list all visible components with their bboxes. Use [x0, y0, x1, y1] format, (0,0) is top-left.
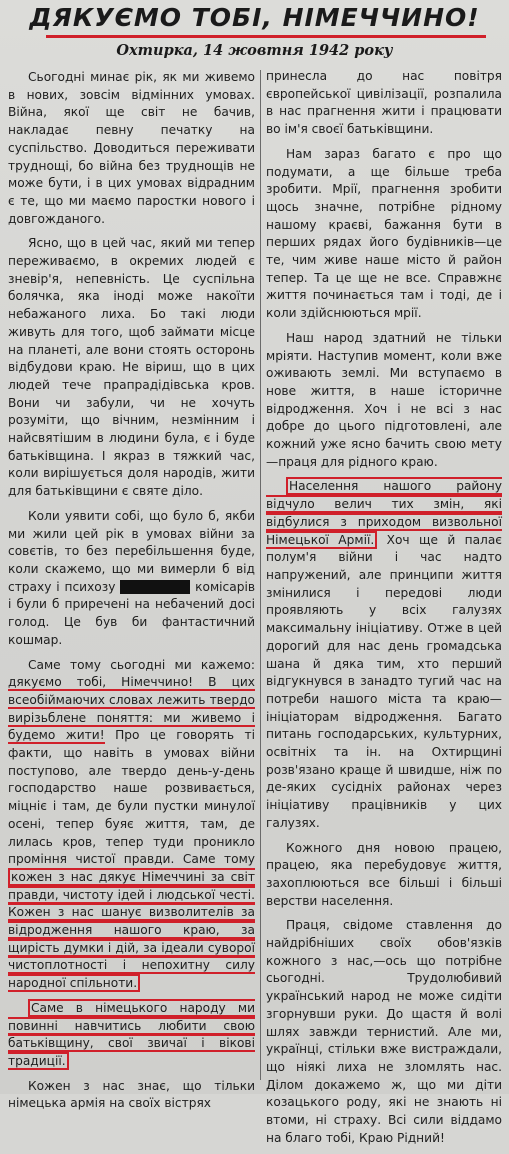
paragraph: Нам зараз багато є про що подумати, а ще більше треба зробити. Мрії, прагнення зробити щось значне, потрібне рідному нашому краєві, бажання бути в перших рядах його будівників—це те, чим живе наше місто й район тепер. Та це ще не все. Справжнє життя починається там і тоді, де і коли здійснюються мрії. — [266, 146, 502, 321]
paragraph — [8, 657, 255, 993]
paragraph-text: Коли уявити собі, що було б, якби ми жили цей рік в умовах війни за совєтів, то без перебільшення буде, коли скажемо, що ми вимерли б від страху і психозу — [8, 508, 255, 594]
paragraph — [266, 478, 502, 832]
redaction-block — [120, 580, 190, 594]
paragraph: Праця, свідоме ставлення до найдрібніших своїх обов'язків кожного з нас,—ось що потрібне сьогодні. Трудолюбивий український народ не може сидіти згорнувши руки. До щастя й волі шлях завжди тернистий. Але ми, українці, стільки вже вистраждали, що ніякі лиха не зломлять нас. Ділом докажемо ж, що ми діти козацького роду, які не знають ні втоми, ні страху. Всі сили віддамо на благо тобі, Краю Рідний! — [266, 918, 502, 1145]
paragraph-text: Саме тому сьогодні ми кажемо: — [28, 657, 255, 672]
paragraph: Кожного дня новою працею, працею, яка перебудовує життя, захоплюються все більші і більші верстви населення. — [266, 840, 502, 908]
paragraph-text: Про це говорять ті факти, що навіть в умовах війни поступово, але твердо день-у-день господарство наше розвивається, міцніє і там, де були пустки минулої осені, тепер буяє життя, там, де лилась кров, тепер туди проникло проміння чистої правди. Саме тому — [8, 728, 256, 867]
headline: ДЯКУЄМО ТОБІ, НІМЕЧЧИНО! — [29, 3, 480, 32]
boxed-passage: кожен з нас дякує Німеччині за світ правди, чистоту ідей і людської честі. Кожен з нас шанує визволителів за відродження нашого краю, за щирість думки і дій, за ідеали суворої чистоплотності і непохитну силу народної спільноти. — [8, 869, 255, 991]
boxed-passage: Саме в німецького народу ми повинні навчитись любити свою батьківщину, свої звичаї і вікові традиції. — [8, 1000, 255, 1068]
paragraph — [8, 508, 255, 650]
paragraph: Ясно, що в цей час, який ми тепер переживаємо, в окремих людей є зневір'я, непевність. Це суспільна болячка, яка іноді може накоїти небажаного лиха. Бо такі люди живуть для того, щоб займати місце на планеті, але вони стоять осторонь відбудови краю. Не віриш, що в цих людей тече прапрадідівська кров. Вони чи забули, чи не хочуть розуміти, що вічним, незмінним і найсвятішим в людини була, є і буде батьківщина. І якраз в тяжкий час, коли вирішується доля народів, жити для батьківщини є святе діло. — [8, 236, 255, 499]
boxed-passage: Населення нашого району відчуло велич тих змін, які відбулися з приходом визвольної Німецької Армії. — [266, 479, 502, 547]
column-divider — [260, 70, 261, 1080]
dateline: Охтирка, 14 жовтня 1942 року — [116, 42, 393, 59]
paragraph: принесла до нас повітря європейської цивілізації, розпалила в нас прагнення жити і працювати во ім'я своєї батьківщини. — [266, 69, 502, 137]
paragraph-text: комісарів і були б приречені на небачений досі голод. Це був би фантастичний кошмар. — [8, 579, 256, 647]
paragraph — [8, 1000, 255, 1071]
highlighted-passage: дякуємо тобі, Німеччино! В цих всеобіймаючих словах лежить твердо вирізьблене поняття: ми живемо і будемо жити! — [8, 675, 255, 743]
paragraph: Наш народ здатний не тільки мріяти. Наступив момент, коли вже оживають землі. Ми вступаємо в нове життя, в наше історичне відродження. Хоч і не всі з нас добре до цього підготовлені, але кожний уже ясно бачить свою мету—праця для рідного краю. — [266, 330, 502, 469]
headline-red-underline — [46, 35, 486, 38]
article-column-left — [8, 69, 255, 1120]
paragraph-text: Хоч ще й палає полум'я війни і час надто напружений, але принципи життя змінилися і передові люди проявляють у всіх галузях максимальну ініціативу. Отже в цей дорогий для нас день громадська шана й дяка тим, хто перший відгукнувся в занадто тугий час на потреби нашого міста та краю—ініціаторам відродження. Багато питань господарських, культурних, освітніх та ін. на Охтирщині розв'язано краще й швидше, ніж по де-яких сусідніх районах через ініціативу працівників у цих галузях. — [266, 532, 502, 830]
paragraph: Кожен з нас знає, що тільки німецька армія на своїх вістрях — [8, 1078, 255, 1111]
paragraph: Сьогодні минає рік, як ми живемо в нових, зовсім відмінних умовах. Війна, якої ще світ не бачив, накладає певну печатку на суспільство. Доводиться переживати труднощі, бо війна без труднощів не може бути, і в цих умовах відрадним є те, що ми маємо паростки нового і довгожданого. — [8, 70, 255, 226]
article-column-right — [266, 68, 502, 1154]
